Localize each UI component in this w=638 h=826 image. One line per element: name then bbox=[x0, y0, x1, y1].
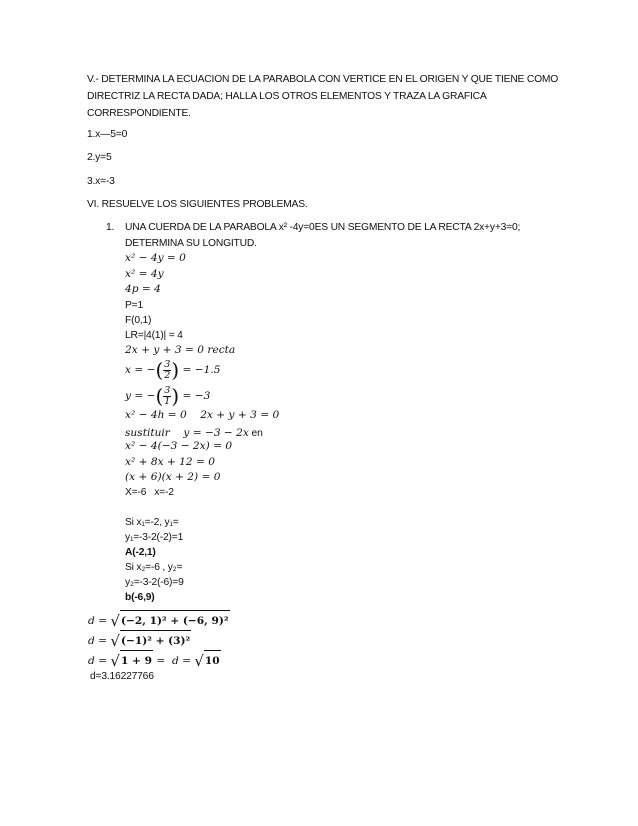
step-point-a-setup: Si x₁=-2, y₁= bbox=[125, 517, 179, 528]
step-latus-rectum: LR=|4(1)| = 4 bbox=[125, 330, 183, 341]
x-fraction: $\frac{3}{2}$ bbox=[164, 358, 171, 381]
distance-formula-2: d = √(−1)² + (3)² bbox=[88, 632, 191, 650]
exercise-1: 1.x—5=0 bbox=[87, 129, 128, 140]
y-intercept-rhs: = −3 bbox=[182, 390, 211, 402]
step-substitute bbox=[125, 425, 263, 440]
distance-lhs-3: d = bbox=[88, 655, 111, 667]
step-factored: (x + 6)(x + 2) = 0 bbox=[125, 471, 221, 483]
exercise-2: 2.y=5 bbox=[87, 152, 112, 163]
x-intercept-lhs: x = − bbox=[125, 364, 156, 376]
intro-line-3: CORRESPONDIENTE. bbox=[87, 108, 191, 119]
exercise-3: 3.x=-3 bbox=[87, 176, 115, 187]
x-intercept-rhs: = −1.5 bbox=[182, 364, 221, 376]
intro-line-1: V.- DETERMINA LA ECUACION DE LA PARABOLA CON VERTICE EN EL ORIGEN Y QUE TIENE COMO bbox=[87, 74, 559, 85]
problem-line-1: UNA CUERDA DE LA PARABOLA x² -4y=0ES UN SEGMENTO DE LA RECTA 2x+y+3=0; bbox=[125, 222, 521, 233]
substitute-expression: sustituir y = −3 − 2x bbox=[125, 427, 249, 439]
distance-lhs-2: d = bbox=[88, 635, 111, 647]
substitute-en: en bbox=[248, 428, 263, 439]
distance-radicand-2: (−1)² + (3)² bbox=[120, 630, 191, 650]
distance-radicand-1: (−2, 1)² + (−6, 9)² bbox=[120, 610, 230, 630]
distance-radicand-3: 1 + 9 bbox=[120, 650, 153, 670]
step-x-intercept: x = −( $\frac{3}{2}$ ) = −1.5 bbox=[125, 358, 221, 382]
point-a: A(-2,1) bbox=[125, 547, 156, 558]
distance-radicand-4: 10 bbox=[204, 650, 221, 670]
step-p: P=1 bbox=[125, 300, 144, 311]
problem-line-2: DETERMINA SU LONGITUD. bbox=[125, 238, 257, 249]
distance-formula-3: d = √1 + 9 = d = √10 bbox=[88, 652, 220, 670]
step-equation-2: x² = 4y bbox=[125, 268, 164, 280]
item-number: 1. bbox=[106, 222, 115, 233]
step-system: x² − 4h = 0 2x + y + 3 = 0 bbox=[125, 409, 280, 421]
distance-result: d=3.16227766 bbox=[90, 671, 154, 682]
intro-line-2: DIRECTRIZ LA RECTA DADA; HALLA LOS OTROS ELEMENTOS Y TRAZA LA GRAFICA bbox=[87, 91, 487, 102]
step-quadratic: x² + 8x + 12 = 0 bbox=[125, 456, 215, 468]
step-point-b-calc: y₂=-3-2(-6)=9 bbox=[125, 577, 184, 588]
distance-mid: = d = bbox=[152, 655, 195, 667]
step-roots: X=-6 x=-2 bbox=[125, 487, 174, 498]
y-intercept-lhs: y = − bbox=[125, 390, 156, 402]
step-focus: F(0,1) bbox=[125, 315, 152, 326]
step-y-intercept: y = −( $\frac{3}{1}$ ) = −3 bbox=[125, 384, 211, 408]
y-fraction: $\frac{3}{1}$ bbox=[164, 384, 171, 407]
step-line-equation: 2x + y + 3 = 0 recta bbox=[125, 344, 236, 356]
distance-formula-1: d = √(−2, 1)² + (−6, 9)² bbox=[88, 612, 229, 630]
point-b: b(-6,9) bbox=[125, 592, 155, 603]
section-heading: VI. RESUELVE LOS SIGUIENTES PROBLEMAS. bbox=[87, 199, 308, 210]
step-point-b-setup: Si x₂=-6 , y₂= bbox=[125, 562, 183, 573]
step-equation-3: 4p = 4 bbox=[125, 283, 161, 295]
step-equation-1: x² − 4y = 0 bbox=[125, 252, 186, 264]
distance-lhs-1: d = bbox=[88, 615, 111, 627]
step-substituted-equation: x² − 4(−3 − 2x) = 0 bbox=[125, 440, 233, 452]
step-point-a-calc: y₁=-3-2(-2)=1 bbox=[125, 532, 184, 543]
